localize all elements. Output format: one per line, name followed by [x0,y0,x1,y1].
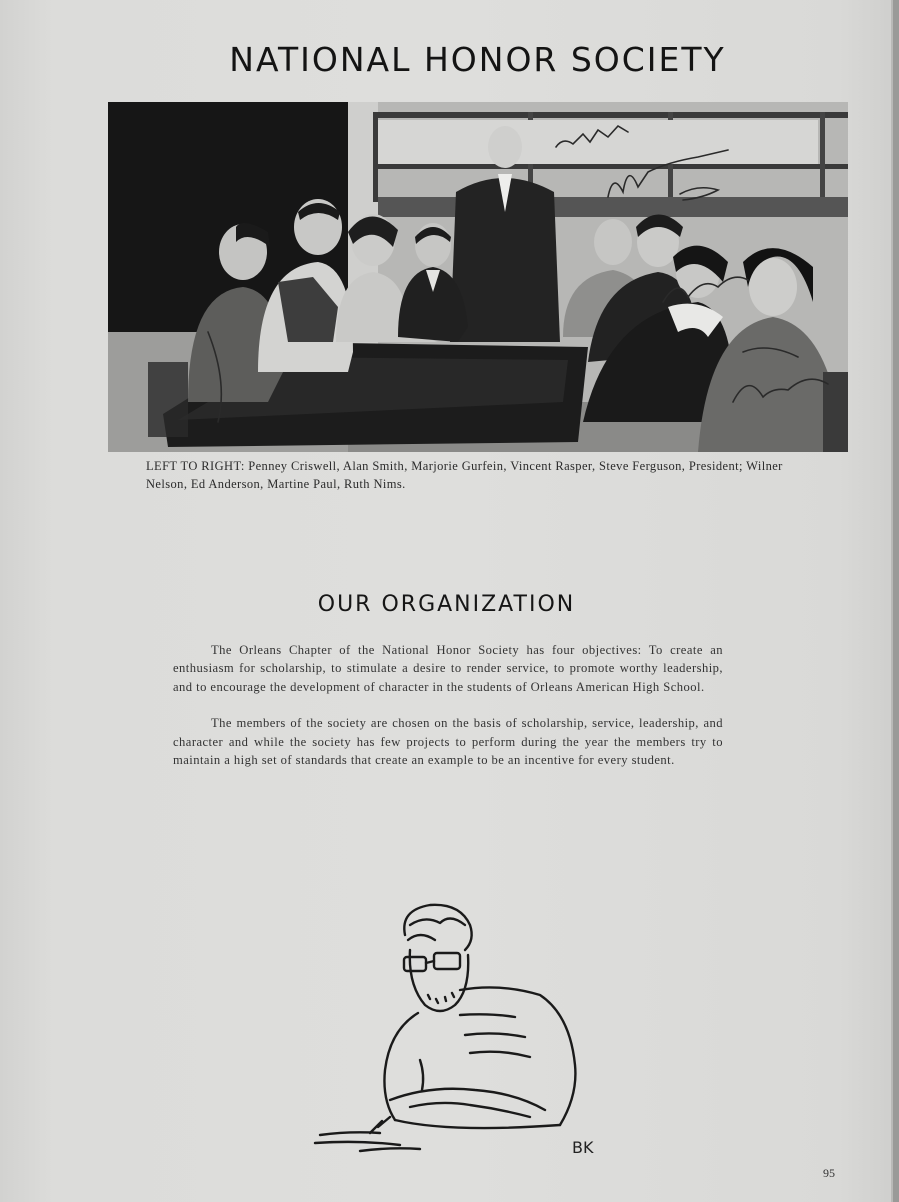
paragraph-objectives: The Orleans Chapter of the National Honor Society has four objectives: To create an enthusiasm for scholarship, to stimulate a desire to render service, to promote worthy leadership, and to encourage the development of character in the students of Orleans American High School. [173,643,723,694]
group-photo [108,102,848,452]
sketch-initials: BK [572,1138,594,1157]
page-number: 95 [823,1166,835,1180]
photo-caption: LEFT TO RIGHT: Penney Criswell, Alan Smith, Marjorie Gurfein, Vincent Rasper, Steve Ferguson, President; Wilner Nelson, Ed Anderson, Martine Paul, Ruth Nims. [146,459,783,491]
book-gutter [893,0,899,1202]
page-title: NATIONAL HONOR SOCIETY [229,40,726,79]
organization-body [173,641,723,787]
section-heading: OUR ORGANIZATION [317,592,576,617]
student-sketch-illustration [300,895,600,1165]
paragraph-members: The members of the society are chosen on the basis of scholarship, service, leadership, and character and while the society has few projects to perform during the year the members try to maintain a high set of standards that create an example to be an incentive for every student. [173,716,723,768]
